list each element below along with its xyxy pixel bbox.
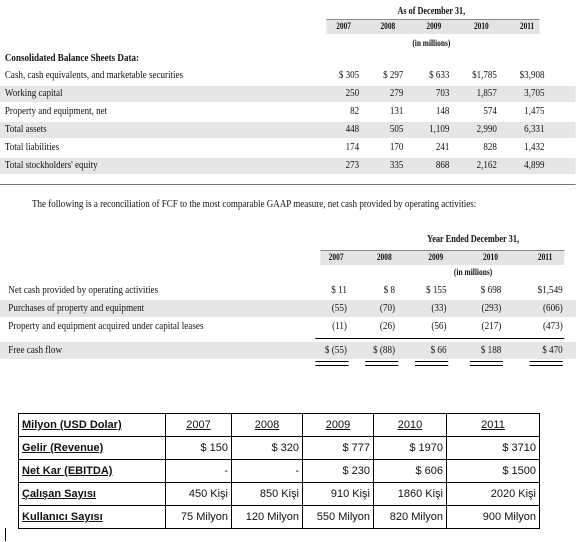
total-double-underline [315,361,348,366]
cell-value: 2,162 [476,159,497,171]
cell-value: (55) [331,302,347,314]
year-header: 2008 [376,252,392,262]
fcf-unit: (in millions) [453,267,493,277]
cell-value: (26) [379,320,396,332]
cell-value: 2020 Kişi [447,483,540,506]
table-row [0,122,576,138]
total-double-underline [365,361,398,366]
table-bottom-rule [0,184,576,185]
cell-value: $ 470 [542,344,563,356]
fcf-header: Year Ended December 31, [427,234,520,245]
cell-value: (606) [542,302,563,314]
table-row [0,140,576,156]
row-label: Çalışan Sayısı [19,483,166,506]
kpi-summary-table [18,413,540,529]
year-header: 2007 [328,252,344,262]
cell-value: 1,475 [524,105,545,117]
cell-value: $ 777 [303,437,374,460]
total-double-underline [530,361,563,366]
cell-value: (11) [332,320,347,332]
row-label: Cash, cash equivalents, and marketable securities [4,69,184,81]
cell-value: $ 11 [331,284,347,296]
year-header: 2009 [303,414,374,437]
year-header: 2011 [537,252,553,262]
year-header: 2011 [447,414,540,437]
table-row [0,86,576,102]
cell-value: $1,549 [537,284,563,296]
cell-value: 2,990 [476,123,497,135]
cell-value: - [166,460,232,483]
year-header: 2008 [232,414,303,437]
year-header: 2008 [380,21,396,31]
reconciliation-intro-text: The following is a reconciliation of FCF to the most comparable GAAP measure, net cash provided by operating activities: [32,198,477,210]
cell-value: 335 [389,159,404,171]
cell-value: 505 [389,123,404,135]
table-row [19,460,540,483]
balance-sheet-years [326,19,539,34]
cell-value: 250 [345,87,360,99]
row-label: Gelir (Revenue) [19,437,166,460]
cell-value: 131 [389,105,404,117]
cell-value: 900 Milyon [447,506,540,529]
cell-value: 1,432 [524,141,545,153]
cell-value: $ 230 [303,460,374,483]
year-header: 2010 [473,21,489,31]
cell-value: 574 [483,105,497,117]
cell-value: (293) [481,302,502,314]
year-header: 2010 [483,252,498,262]
cell-value: 120 Milyon [232,506,303,529]
cell-value: 820 Milyon [374,506,447,529]
balance-sheet-body [0,50,576,184]
row-label: Property and equipment, net [4,105,108,117]
cell-value: 550 Milyon [303,506,374,529]
table-row [19,483,540,506]
row-label: Total stockholders' equity [4,159,98,171]
cell-value: $ 8 [383,284,396,296]
table-row [0,300,576,317]
cell-value: $ 305 [338,69,360,81]
cell-value: $3,908 [519,69,545,81]
row-label: Free cash flow [8,344,63,356]
row-label: Total liabilities [4,141,60,153]
cell-value: 6,331 [524,123,545,135]
cell-value: (473) [542,320,563,332]
cell-value: (70) [379,302,396,314]
table-row [0,342,576,359]
cell-value: 148 [435,105,450,117]
year-header: 2010 [374,414,447,437]
cell-value: $ 188 [480,344,502,356]
cell-value: $ 1500 [447,460,540,483]
cell-value: 703 [435,87,450,99]
balance-sheet-table [0,0,545,190]
table-header-row [19,414,540,437]
cell-value: 75 Milyon [166,506,232,529]
row-label: Net cash provided by operating activities [8,284,159,296]
cell-value: 273 [345,159,360,171]
balance-sheet-title: Consolidated Balance Sheets Data: [4,52,139,64]
cell-value: 850 Kişi [232,483,303,506]
text-cursor [5,528,6,541]
year-header: 2009 [426,21,442,31]
total-double-underline [470,361,503,366]
cell-value: $ 66 [430,344,447,356]
cell-value: 868 [435,159,450,171]
cell-value: 1860 Kişi [374,483,447,506]
cell-value: (33) [431,302,447,314]
cell-value: $ 3710 [447,437,540,460]
table-row [0,158,576,174]
row-label: Kullanıcı Sayısı [19,506,166,529]
table-row [19,437,540,460]
balance-sheet-header: As of December 31, [397,6,466,17]
table-row [19,506,540,529]
cell-value: $ 155 [425,284,447,296]
cell-value: 450 Kişi [166,483,232,506]
row-label: Purchases of property and equipment [8,302,145,314]
cell-value: $ 606 [374,460,447,483]
table-row [0,68,576,84]
row-label: Net Kar (EBITDA) [19,460,166,483]
fcf-years [320,250,564,265]
balance-sheet-unit: (in millions) [412,38,451,48]
table-row [0,104,576,120]
cell-value: 3,705 [524,87,545,99]
cell-value: (217) [481,320,502,332]
cell-value: 910 Kişi [303,483,374,506]
cell-value: 1,109 [429,123,450,135]
subtotal-rule [315,338,564,339]
row-label: Total assets [4,123,47,135]
year-header: 2011 [519,21,535,31]
cell-value: - [232,460,303,483]
cell-value: 241 [435,141,450,153]
cell-value: $ 297 [383,69,404,81]
column-header-label: Milyon (USD Dolar) [19,414,166,437]
table-row [0,318,576,335]
row-label: Working capital [4,87,63,99]
cell-value: $ (88) [373,344,396,356]
cell-value: $ 150 [166,437,232,460]
cell-value: $ 698 [480,284,502,296]
cell-value: 828 [483,141,497,153]
cell-value: 170 [389,141,404,153]
cell-value: $ 320 [232,437,303,460]
cell-value: 82 [350,105,360,117]
cell-value: $1,785 [472,69,497,81]
cell-value: $ 633 [429,69,450,81]
cell-value: $ 1970 [374,437,447,460]
cell-value: 1,857 [476,87,497,99]
cell-value: 174 [345,141,360,153]
cell-value: (56) [431,320,447,332]
year-header: 2007 [166,414,232,437]
cell-value: $ (55) [324,344,347,356]
fcf-reconciliation-table [0,230,563,380]
year-header: 2007 [336,21,351,31]
table-row [0,282,576,299]
cell-value: 4,899 [524,159,545,171]
cell-value: 279 [389,87,404,99]
cell-value: 448 [345,123,360,135]
total-double-underline [415,361,448,366]
year-header: 2009 [428,252,444,262]
row-label: Property and equipment acquired under capital leases [8,320,204,332]
